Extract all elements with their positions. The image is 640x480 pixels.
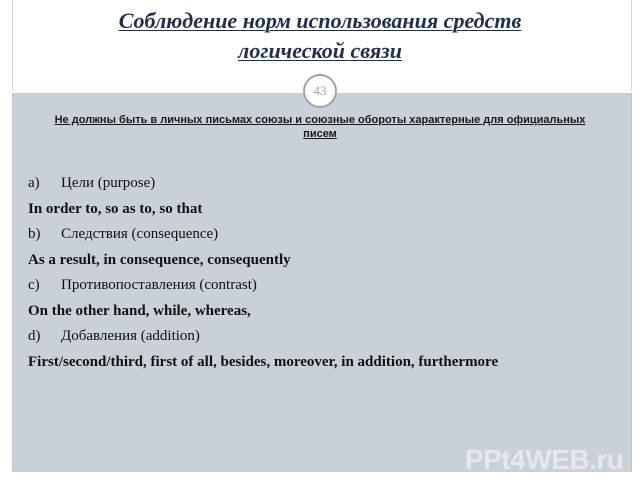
list-item-heading <box>28 172 618 198</box>
item-heading: Добавления (addition) <box>61 328 200 344</box>
title-line-1: Соблюдение норм использования средств <box>118 8 522 33</box>
watermark-text: PPt4WEB.ru <box>465 444 624 475</box>
list-item-heading <box>28 274 618 300</box>
slide-title <box>0 6 640 66</box>
item-heading: Следствия (consequence) <box>61 226 219 242</box>
list-item-heading <box>28 223 618 249</box>
list-item-heading <box>28 325 618 351</box>
item-heading: Противопоставления (contrast) <box>61 277 257 293</box>
item-marker: b) <box>28 226 41 242</box>
title-line-2: логической связи <box>238 38 402 63</box>
list-item-examples: First/second/third, first of all, besides, moreover, in addition, furthermore <box>28 353 499 370</box>
list-item-examples: In order to, so as to, so that <box>28 200 203 217</box>
item-marker: a) <box>28 175 40 191</box>
item-marker: d) <box>28 328 41 344</box>
item-heading: Цели (purpose) <box>61 175 156 191</box>
list-item-examples: As a result, in consequence, consequently <box>28 251 291 268</box>
content-list <box>28 172 618 376</box>
intro-text: Не должны быть в личных письмах союзы и союзные обороты характерные для официальных писем <box>54 114 586 140</box>
item-marker: c) <box>28 277 40 293</box>
list-item-examples: On the other hand, while, whereas, <box>28 302 251 319</box>
page-number-badge: 43 <box>303 74 337 108</box>
